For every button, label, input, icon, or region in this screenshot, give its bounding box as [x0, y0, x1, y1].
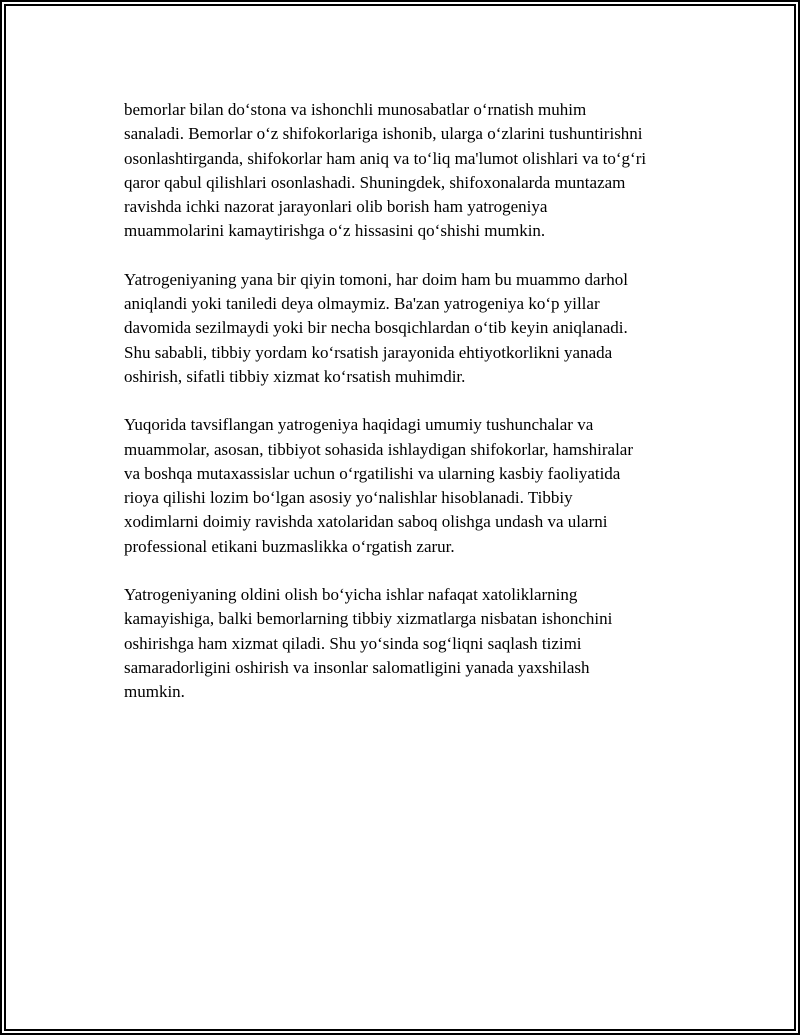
paragraph-3 [124, 413, 704, 559]
text-line: davomida sezilmaydi yoki bir necha bosqichlardan o‘tib keyin aniqlanadi. [124, 318, 628, 338]
paragraph-1 [124, 98, 704, 244]
text-line: xodimlarni doimiy ravishda xatolaridan saboq olishga undash va ularni [124, 512, 608, 532]
text-line: va boshqa mutaxassislar uchun o‘rgatilishi va ularning kasbiy faoliyatida [124, 463, 621, 483]
text-line: aniqlandi yoki taniledi deya olmaymiz. Ba'zan yatrogeniya ko‘p yillar [124, 294, 600, 314]
text-line: Shu sababli, tibbiy yordam ko‘rsatish jarayonida ehtiyotkorlikni yanada [124, 342, 613, 362]
text-line: oshirishga ham xizmat qiladi. Shu yo‘sinda sog‘liqni saqlash tizimi [124, 633, 582, 653]
text-line: Yatrogeniyaning yana bir qiyin tomoni, har doim ham bu muammo darhol [124, 269, 628, 289]
document-body [124, 98, 704, 729]
text-line: rioya qilishi lozim bo‘lgan asosiy yo‘nalishlar hisoblanadi. Tibbiy [124, 488, 573, 508]
text-line: oshirish, sifatli tibbiy xizmat ko‘rsatish muhimdir. [124, 366, 466, 386]
text-line: muammolar, asosan, tibbiyot sohasida ishlaydigan shifokorlar, hamshiralar [124, 439, 634, 459]
text-line: muammolarini kamaytirishga o‘z hissasini qo‘shishi mumkin. [124, 221, 546, 241]
text-line: sanaladi. Bemorlar o‘z shifokorlariga ishonib, ularga o‘zlarini tushuntirishni [124, 124, 643, 144]
text-line: bemorlar bilan do‘stona va ishonchli munosabatlar o‘rnatish muhim [124, 100, 587, 119]
text-line: professional etikani buzmaslikka o‘rgatish zarur. [124, 536, 455, 556]
text-line: kamayishiga, balki bemorlarning tibbiy xizmatlarga nisbatan ishonchini [124, 609, 613, 629]
text-line: mumkin. [124, 682, 185, 702]
paragraph-2 [124, 268, 704, 389]
text-line: Yuqorida tavsiflangan yatrogeniya haqidagi umumiy tushunchalar va [124, 415, 594, 435]
text-line: qaror qabul qilishlari osonlashadi. Shuningdek, shifoxonalarda muntazam [124, 172, 626, 192]
paragraph-4 [124, 583, 704, 704]
text-line: osonlashtirganda, shifokorlar ham aniq va to‘liq ma'lumot olishlari va to‘g‘ri [124, 148, 647, 168]
text-line: samaradorligini oshirish va insonlar salomatligini yanada yaxshilash [124, 657, 590, 677]
text-line: ravishda ichki nazorat jarayonlari olib borish ham yatrogeniya [124, 197, 548, 217]
text-line: Yatrogeniyaning oldini olish bo‘yicha ishlar nafaqat xatoliklarning [124, 585, 578, 605]
